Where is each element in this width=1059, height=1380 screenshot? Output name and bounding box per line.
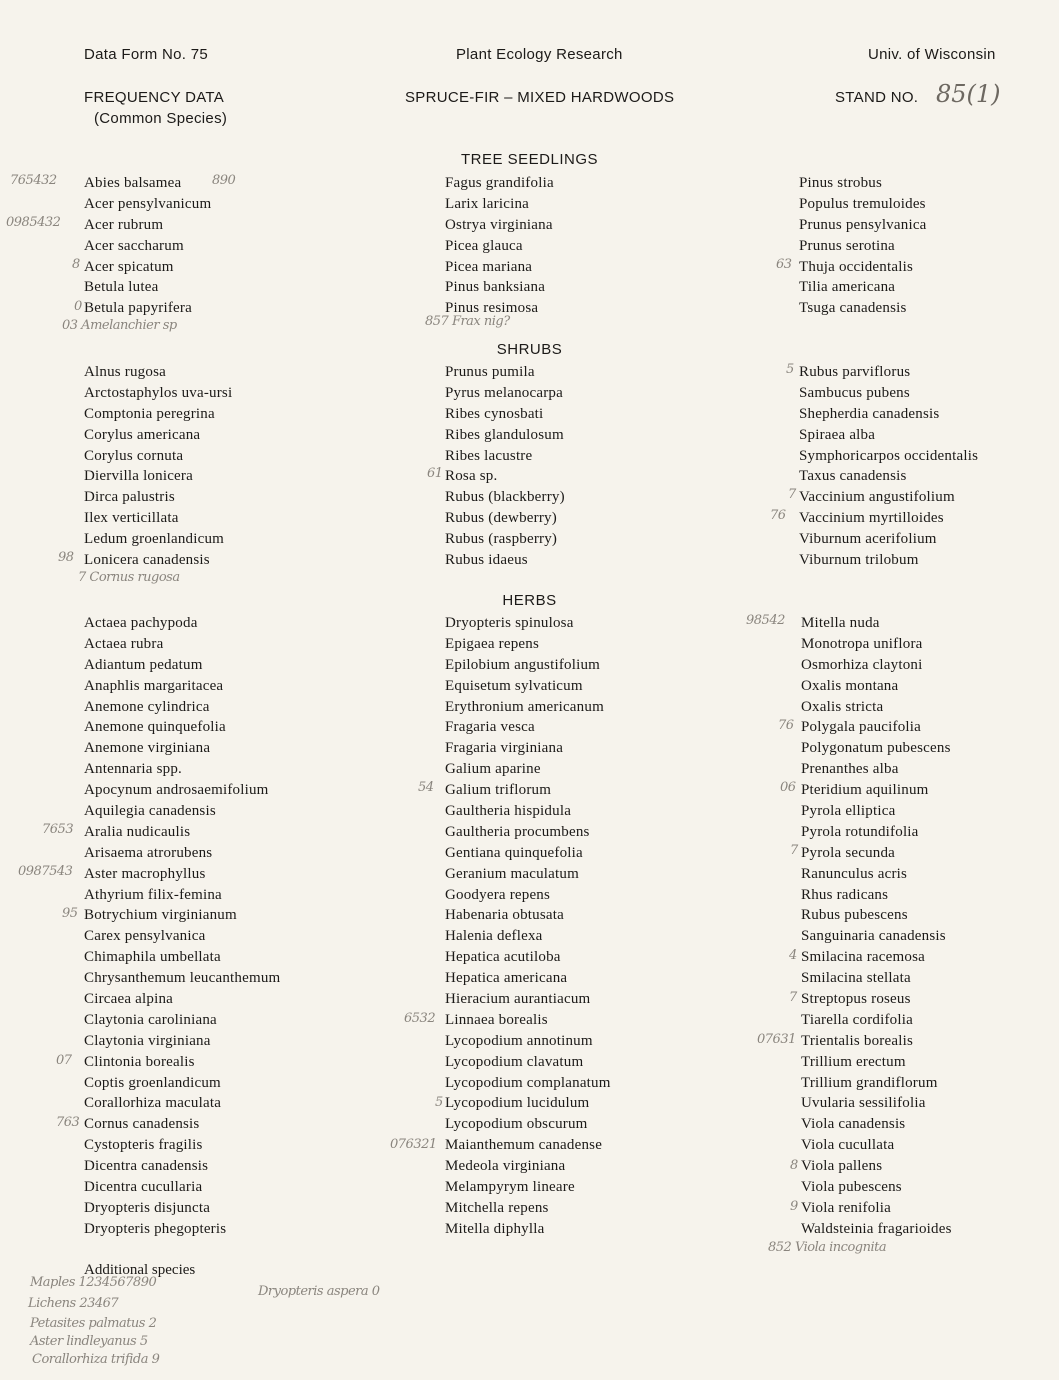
species-name: Fragaria virginiana — [445, 740, 564, 757]
species-name: Abies balsamea — [84, 175, 182, 191]
species-name: Mitchella repens — [445, 1199, 549, 1216]
handwritten-note: Lichens 23467 — [28, 1296, 119, 1311]
species-name: Symphoricarpos occidentalis — [799, 447, 979, 464]
species-name: Habenaria obtusata — [445, 907, 564, 924]
handwritten-note: 8 — [790, 1158, 798, 1173]
species-name: Acer spicatum — [84, 258, 174, 275]
species-name: Shepherdia canadensis — [799, 405, 940, 422]
species-name: Epilobium angustifolium — [445, 656, 601, 673]
handwritten-note: 7 Cornus rugosa — [78, 570, 180, 585]
species-name: Mitella nuda — [801, 615, 880, 631]
handwritten-note: 07631 — [757, 1032, 796, 1047]
handwritten-note: 9 — [790, 1199, 798, 1214]
species-name: Corylus cornuta — [84, 447, 184, 464]
species-name: Ribes lacustre — [445, 447, 533, 464]
species-name: Athyrium filix-femina — [84, 886, 222, 903]
species-name: Pinus banksiana — [445, 279, 546, 296]
species-name: Acer pensylvanicum — [84, 195, 212, 212]
species-name: Pinus resimosa — [445, 300, 539, 317]
handwritten-note: 890 — [212, 173, 236, 188]
organization: Plant Ecology Research — [456, 46, 623, 63]
species-name: Viola cucullata — [801, 1137, 895, 1154]
tree-col-1 — [84, 173, 211, 319]
species-name: Rubus (blackberry) — [445, 489, 565, 506]
species-name: Medeola virginiana — [445, 1158, 566, 1175]
section-title-herbs: HERBS — [502, 592, 557, 609]
species-name: Adiantum pedatum — [84, 656, 203, 673]
species-name: Thuja occidentalis — [799, 258, 913, 275]
species-name: Dryopteris phegopteris — [84, 1220, 227, 1237]
herb-col-3 — [801, 613, 952, 1240]
stand-label: STAND NO. — [835, 89, 919, 106]
species-name: Circaea alpina — [84, 991, 173, 1008]
species-name: Ostrya virginiana — [445, 216, 553, 233]
species-name: Apocynum androsaemifolium — [84, 782, 269, 799]
forest-type: SPRUCE-FIR – MIXED HARDWOODS — [405, 89, 675, 106]
handwritten-note: 7 — [790, 843, 798, 858]
species-name: Anemone quinquefolia — [84, 719, 226, 736]
species-name: Hepatica americana — [445, 970, 568, 987]
species-name: Viburnum acerifolium — [799, 531, 937, 548]
species-name: Trillium erectum — [801, 1053, 906, 1070]
species-name: Ledum groenlandicum — [84, 531, 225, 548]
species-name: Lonicera canadensis — [84, 552, 210, 569]
handwritten-note: 07 — [56, 1053, 72, 1068]
species-name: Oxalis montana — [801, 677, 899, 694]
species-name: Geranium maculatum — [445, 865, 579, 882]
species-name: Osmorhiza claytoni — [801, 656, 923, 673]
species-name: Larix laricina — [445, 195, 530, 212]
species-name: Chrysanthemum leucanthemum — [84, 970, 281, 987]
shrub-col-2 — [445, 362, 565, 571]
species-name: Corallorhiza maculata — [84, 1095, 222, 1112]
species-name: Viola renifolia — [801, 1199, 891, 1216]
shrub-col-3 — [799, 362, 978, 571]
handwritten-note: 54 — [418, 780, 434, 795]
species-name: Chimaphila umbellata — [84, 949, 221, 966]
species-name: Aster macrophyllus — [84, 865, 206, 882]
handwritten-note: 98542 — [746, 613, 785, 628]
species-name: Pyrola elliptica — [801, 803, 896, 820]
species-name: Uvularia sessilifolia — [801, 1095, 926, 1112]
tree-col-3 — [799, 173, 927, 319]
species-name: Betula lutea — [84, 279, 159, 296]
handwritten-note: Maples 1234567890 — [30, 1275, 157, 1290]
species-name: Sanguinaria canadensis — [801, 928, 946, 945]
species-name: Lycopodium clavatum — [445, 1053, 584, 1070]
shrub-col-1 — [84, 362, 232, 571]
species-name: Dicentra cucullaria — [84, 1179, 203, 1196]
handwritten-note: 076321 — [390, 1137, 437, 1152]
species-name: Linnaea borealis — [445, 1011, 548, 1028]
handwritten-note: 95 — [62, 906, 78, 921]
additional-species-label: Additional species — [84, 1262, 196, 1278]
handwritten-note: 765432 — [10, 173, 57, 188]
species-name: Claytonia caroliniana — [84, 1011, 217, 1028]
species-name: Populus tremuloides — [799, 195, 926, 212]
herb-col-2 — [445, 613, 611, 1240]
handwritten-note: 0 — [74, 299, 82, 314]
species-name: Halenia deflexa — [445, 928, 543, 945]
species-name: Streptopus roseus — [801, 991, 911, 1008]
handwritten-note: 857 Frax nig? — [425, 314, 510, 329]
species-name: Gentiana quinquefolia — [445, 844, 583, 861]
handwritten-note: Corallorhiza trifida 9 — [32, 1352, 160, 1367]
species-name: Rubus pubescens — [801, 907, 908, 924]
section-title-tree-seedlings: TREE SEEDLINGS — [460, 151, 599, 168]
species-name: Coptis groenlandicum — [84, 1074, 221, 1091]
handwritten-note: 03 Amelanchier sp — [62, 318, 177, 333]
handwritten-note: 63 — [776, 257, 792, 272]
species-name: Diervilla lonicera — [84, 468, 193, 485]
species-name: Trientalis borealis — [801, 1032, 913, 1049]
species-name: Lycopodium annotinum — [445, 1032, 593, 1049]
university: Univ. of Wisconsin — [868, 46, 996, 63]
tree-col-2 — [445, 173, 554, 319]
species-name: Dicentra canadensis — [84, 1158, 209, 1175]
species-name: Clintonia borealis — [84, 1053, 195, 1070]
species-name: Anemone virginiana — [84, 740, 211, 757]
species-name: Dryopteris spinulosa — [445, 615, 574, 631]
species-name: Ranunculus acris — [801, 865, 908, 882]
species-name: Dryopteris disjuncta — [84, 1199, 211, 1216]
species-name: Pteridium aquilinum — [801, 782, 929, 799]
species-name: Sambucus pubens — [799, 384, 910, 401]
species-name: Waldsteinia fragarioides — [801, 1220, 952, 1237]
species-name: Lycopodium complanatum — [445, 1074, 611, 1091]
species-name: Viola canadensis — [801, 1116, 906, 1133]
handwritten-note: Aster lindleyanus 5 — [30, 1334, 148, 1349]
species-name: Viola pubescens — [801, 1179, 902, 1196]
species-name: Viola pallens — [801, 1158, 883, 1175]
species-name: Epigaea repens — [445, 635, 540, 652]
section-title-shrubs: SHRUBS — [496, 341, 563, 358]
species-name: Pinus strobus — [799, 175, 883, 191]
species-name: Galium aparine — [445, 761, 541, 778]
species-name: Prunus pumila — [445, 364, 535, 380]
species-name: Smilacina stellata — [801, 970, 911, 987]
species-name: Anaphlis margaritacea — [84, 677, 224, 694]
species-name: Picea mariana — [445, 258, 533, 275]
handwritten-note: 7 — [788, 487, 796, 502]
species-name: Gaultheria hispidula — [445, 803, 572, 820]
handwritten-note: 0987543 — [18, 864, 73, 879]
species-name: Rosa sp. — [445, 468, 498, 485]
handwritten-note: 0985432 — [6, 215, 61, 230]
species-name: Ribes cynosbati — [445, 405, 544, 422]
species-name: Pyrus melanocarpa — [445, 384, 563, 401]
handwritten-note: 61 — [427, 466, 443, 481]
species-name: Arisaema atrorubens — [84, 844, 213, 861]
species-name: Taxus canadensis — [799, 468, 907, 485]
frequency-title: FREQUENCY DATA — [84, 89, 225, 106]
herb-col-1 — [84, 613, 280, 1240]
species-name: Erythronium americanum — [445, 698, 604, 715]
species-name: Aralia nudicaulis — [84, 823, 191, 840]
species-name: Pyrola secunda — [801, 844, 896, 861]
handwritten-note: 76 — [770, 508, 786, 523]
stand-number: 85(1) — [936, 80, 1001, 108]
species-name: Gaultheria procumbens — [445, 823, 590, 840]
species-name: Arctostaphylos uva-ursi — [84, 384, 233, 401]
species-name: Goodyera repens — [445, 886, 551, 903]
species-name: Actaea pachypoda — [84, 615, 198, 631]
species-name: Oxalis stricta — [801, 698, 884, 715]
species-name: Pyrola rotundifolia — [801, 823, 919, 840]
species-name: Rubus (raspberry) — [445, 531, 558, 548]
species-name: Alnus rugosa — [84, 364, 166, 380]
species-name: Dirca palustris — [84, 489, 175, 506]
handwritten-note: 5 — [435, 1095, 443, 1110]
species-name: Polygala paucifolia — [801, 719, 922, 736]
handwritten-note: 7 — [789, 990, 797, 1005]
species-name: Monotropa uniflora — [801, 635, 923, 652]
species-name: Antennaria spp. — [84, 761, 182, 778]
handwritten-note: 6532 — [404, 1011, 436, 1026]
species-name: Lycopodium obscurum — [445, 1116, 588, 1133]
species-name: Betula papyrifera — [84, 300, 192, 317]
handwritten-note: 852 Viola incognita — [768, 1240, 887, 1255]
handwritten-note: Petasites palmatus 2 — [30, 1316, 157, 1331]
species-name: Lycopodium lucidulum — [445, 1095, 590, 1112]
species-name: Acer saccharum — [84, 237, 184, 254]
species-name: Actaea rubra — [84, 635, 164, 652]
handwritten-note: 98 — [58, 550, 74, 565]
species-name: Rubus parviflorus — [799, 364, 911, 380]
species-name: Rhus radicans — [801, 886, 889, 903]
species-name: Maianthemum canadense — [445, 1137, 603, 1154]
species-name: Vaccinium angustifolium — [799, 489, 955, 506]
species-name: Vaccinium myrtilloides — [799, 510, 944, 527]
species-name: Polygonatum pubescens — [801, 740, 951, 757]
species-name: Hepatica acutiloba — [445, 949, 561, 966]
species-name: Fragaria vesca — [445, 719, 535, 736]
species-name: Acer rubrum — [84, 216, 164, 233]
species-name: Prenanthes alba — [801, 761, 899, 778]
species-name: Anemone cylindrica — [84, 698, 210, 715]
handwritten-note: 06 — [780, 780, 796, 795]
species-name: Spiraea alba — [799, 426, 876, 443]
frequency-subtitle: (Common Species) — [94, 110, 228, 127]
handwritten-note: Dryopteris aspera 0 — [258, 1284, 380, 1299]
species-name: Tilia americana — [799, 279, 896, 296]
species-name: Claytonia virginiana — [84, 1032, 211, 1049]
species-name: Tiarella cordifolia — [801, 1011, 913, 1028]
handwritten-note: 8 — [72, 257, 80, 272]
handwritten-note: 4 — [789, 948, 797, 963]
handwritten-note: 5 — [786, 362, 794, 377]
species-name: Prunus serotina — [799, 237, 895, 254]
species-name: Tsuga canadensis — [799, 300, 907, 317]
species-name: Hieracium aurantiacum — [445, 991, 591, 1008]
handwritten-note: 763 — [56, 1115, 80, 1130]
handwritten-note: 76 — [778, 718, 794, 733]
species-name: Carex pensylvanica — [84, 928, 206, 945]
handwritten-note: 7653 — [42, 822, 74, 837]
species-name: Cornus canadensis — [84, 1116, 200, 1133]
species-name: Prunus pensylvanica — [799, 216, 927, 233]
species-name: Comptonia peregrina — [84, 405, 215, 422]
form-number: Data Form No. 75 — [84, 46, 209, 63]
species-name: Trillium grandiflorum — [801, 1074, 938, 1091]
species-name: Corylus americana — [84, 426, 201, 443]
species-name: Botrychium virginianum — [84, 907, 237, 924]
species-name: Cystopteris fragilis — [84, 1137, 203, 1154]
species-name: Mitella diphylla — [445, 1220, 545, 1237]
species-name: Rubus idaeus — [445, 552, 528, 569]
species-name: Ribes glandulosum — [445, 426, 564, 443]
species-name: Aquilegia canadensis — [84, 803, 216, 820]
species-name: Viburnum trilobum — [799, 552, 919, 569]
species-name: Equisetum sylvaticum — [445, 677, 583, 694]
species-name: Fagus grandifolia — [445, 175, 554, 191]
species-name: Ilex verticillata — [84, 510, 179, 527]
species-name: Picea glauca — [445, 237, 523, 254]
species-name: Smilacina racemosa — [801, 949, 925, 966]
species-name: Rubus (dewberry) — [445, 510, 557, 527]
species-name: Melampyrym lineare — [445, 1179, 575, 1196]
species-name: Galium triflorum — [445, 782, 552, 799]
